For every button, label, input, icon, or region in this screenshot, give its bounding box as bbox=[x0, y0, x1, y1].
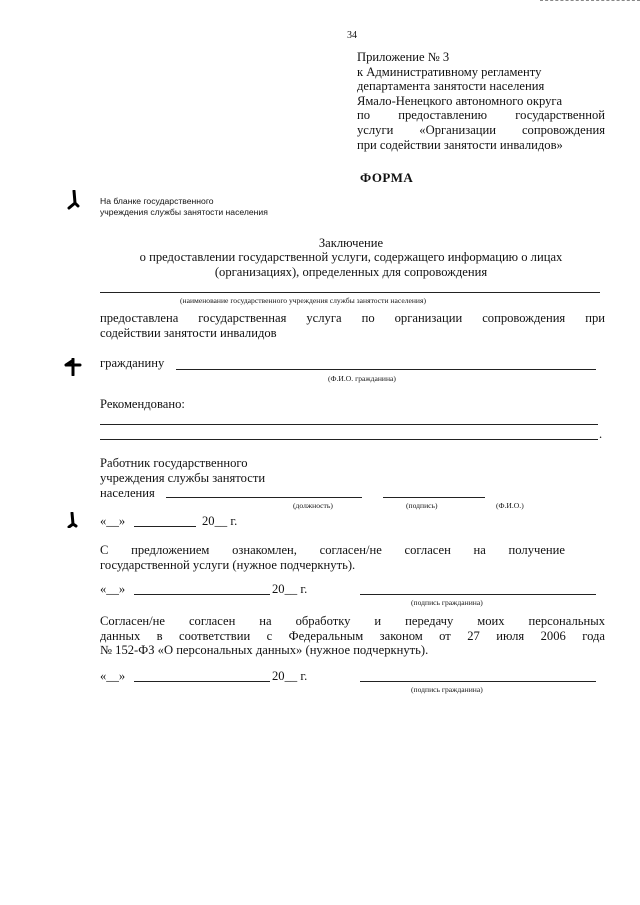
letterhead-note-line: учреждения службы занятости населения bbox=[100, 207, 268, 217]
margin-mark-icon bbox=[66, 190, 80, 215]
citizen-label: гражданину bbox=[100, 356, 165, 370]
name-caption: (Ф.И.О.) bbox=[496, 501, 524, 510]
recommendation-field[interactable] bbox=[100, 424, 598, 425]
institution-name-field[interactable] bbox=[100, 292, 600, 293]
recommendation-field[interactable] bbox=[100, 439, 598, 440]
page-number: 34 bbox=[347, 30, 357, 41]
institution-caption: (наименование государственного учреждения службы занятости населения) bbox=[180, 296, 427, 305]
form-label: ФОРМА bbox=[360, 170, 414, 185]
date-day: «__» bbox=[100, 582, 126, 596]
appendix-line: услуги «Организации сопровождения bbox=[357, 122, 605, 137]
service-provided-text bbox=[100, 311, 605, 340]
margin-mark-icon bbox=[66, 512, 78, 533]
margin-arrow-icon bbox=[64, 358, 82, 381]
scan-edge bbox=[540, 0, 640, 3]
date-year: 20__ г. bbox=[202, 514, 238, 528]
text-line: данных в соответствии с Федеральным законом от 27 июля 2006 года bbox=[100, 628, 605, 643]
citizen-signature-field[interactable] bbox=[360, 594, 596, 595]
text-line: государственной услуги (нужное подчеркнуть). bbox=[100, 557, 356, 572]
worker-line: учреждения службы занятости bbox=[100, 471, 266, 485]
appendix-line: по предоставлению государственной bbox=[357, 108, 605, 123]
position-caption: (должность) bbox=[293, 501, 333, 510]
date-year: 20__ г. bbox=[272, 669, 308, 683]
text-line: предоставлена государственная услуга по организации сопровождения при bbox=[100, 311, 605, 325]
worker-line: населения bbox=[100, 486, 155, 500]
appendix-line: к Административному регламенту bbox=[357, 64, 542, 79]
text-line: С предложением ознакомлен, согласен/не согласен на получение bbox=[100, 543, 565, 557]
text-line: № 152-ФЗ «О персональных данных» (нужное подчеркнуть). bbox=[100, 643, 429, 657]
appendix-line: Приложение № 3 bbox=[357, 50, 450, 64]
date-year: 20__ г. bbox=[272, 582, 308, 596]
document-title bbox=[96, 236, 606, 279]
citizen-signature-caption: (подпись гражданина) bbox=[411, 598, 483, 607]
appendix-line: департамента занятости населения bbox=[357, 79, 545, 94]
date-day: «__» bbox=[100, 514, 126, 528]
worker-line: Работник государственного bbox=[100, 456, 248, 470]
title-line: о предоставлении государственной услуги, содержащего информацию о лицах bbox=[139, 250, 563, 265]
citizen-signature-field[interactable] bbox=[360, 681, 596, 682]
consent-text bbox=[100, 614, 605, 658]
date-month-field[interactable] bbox=[134, 526, 196, 527]
date-day: «__» bbox=[100, 669, 126, 683]
recommendation-end-mark: . bbox=[599, 427, 603, 441]
worker-signature-field[interactable] bbox=[383, 497, 485, 498]
worker-position-field[interactable] bbox=[166, 497, 362, 498]
proposal-text bbox=[100, 543, 565, 572]
text-line: содействии занятости инвалидов bbox=[100, 325, 277, 340]
letterhead-note-line: На бланке государственного bbox=[100, 196, 214, 206]
citizen-caption: (Ф.И.О. гражданина) bbox=[328, 374, 396, 383]
title-line: Заключение bbox=[318, 236, 384, 250]
citizen-name-field[interactable] bbox=[176, 369, 596, 370]
appendix-header bbox=[357, 50, 605, 152]
appendix-line: Ямало-Ненецкого автономного округа bbox=[357, 93, 563, 108]
signature-caption: (подпись) bbox=[406, 501, 438, 510]
appendix-line: при содействии занятости инвалидов» bbox=[357, 137, 563, 152]
citizen-signature-caption: (подпись гражданина) bbox=[411, 685, 483, 694]
title-line: (организациях), определенных для сопровождения bbox=[214, 264, 488, 279]
date-month-field[interactable] bbox=[134, 594, 270, 595]
recommended-label: Рекомендовано: bbox=[100, 397, 185, 411]
date-month-field[interactable] bbox=[134, 681, 270, 682]
text-line: Согласен/не согласен на обработку и передачу моих персональных bbox=[100, 614, 605, 628]
letterhead-note bbox=[100, 196, 268, 218]
